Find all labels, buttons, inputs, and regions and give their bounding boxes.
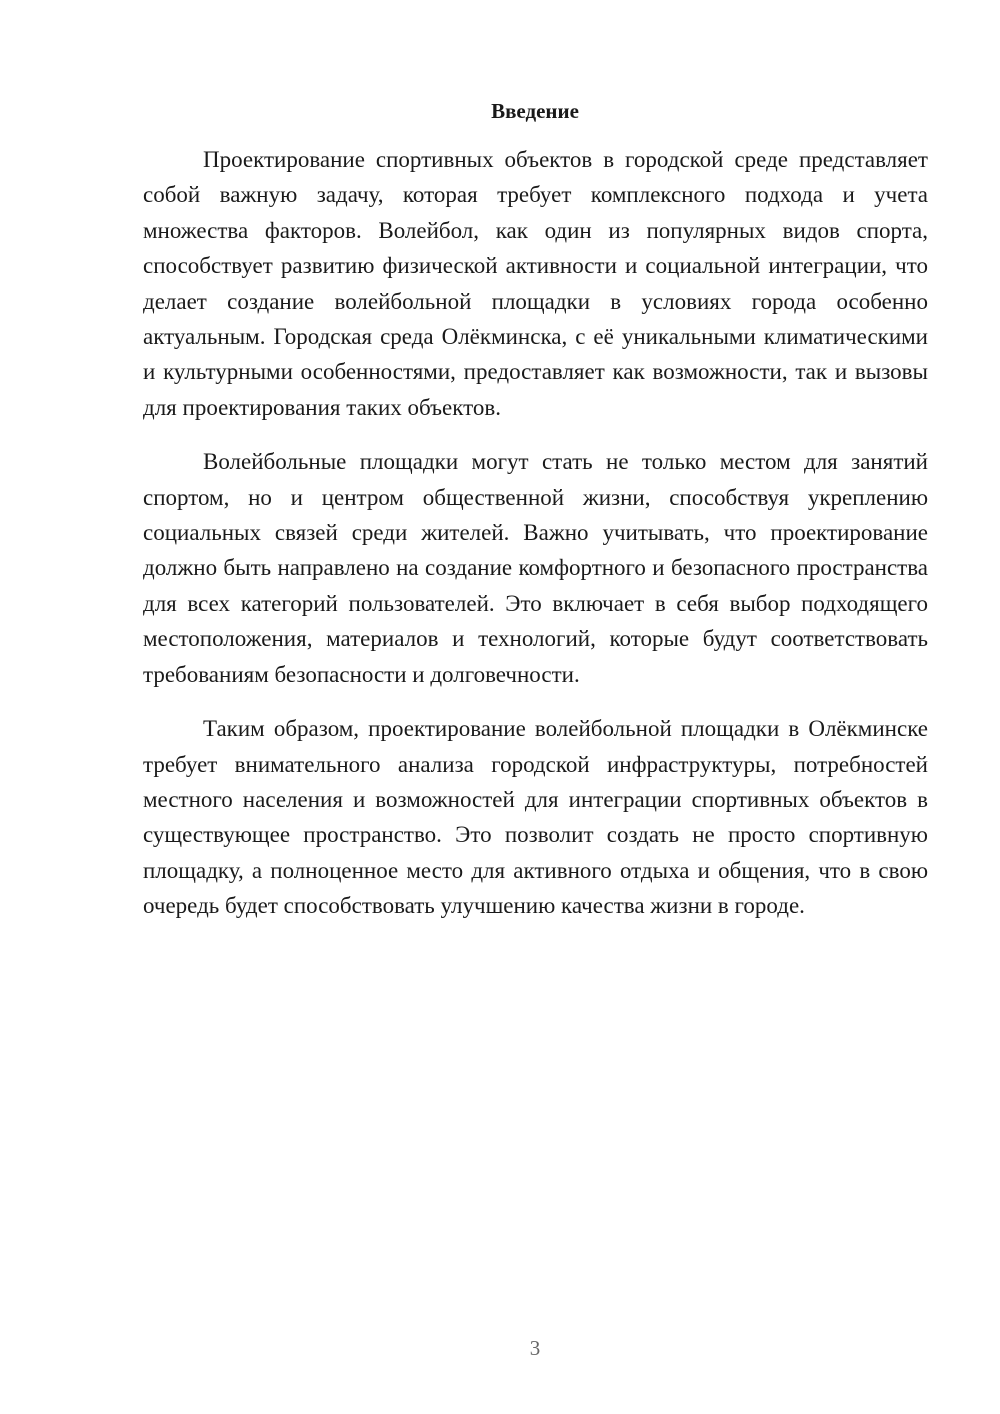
body-text [143,142,928,943]
section-heading: Введение [491,99,579,123]
paragraph-1: Проектирование спортивных объектов в городской среде представляет собой важную задачу, которая требует комплексного подхода и учета множества факторов. Волейбол, как один из популярных видов спорта, способствует развитию физической активности и социальной интеграции, что делает создание волейбольной площадки в условиях города особенно актуальным. Городская среда Олёкминска, с её уникальными климатическими и культурными особенностями, предоставляет как возможности, так и вызовы для проектирования таких объектов. [143,147,928,420]
page-number: 3 [529,1336,541,1360]
paragraph-2: Волейбольные площадки могут стать не только местом для занятий спортом, но и центром общественной жизни, способствуя укреплению социальных связей среди жителей. Важно учитывать, что проектирование должно быть направлено на создание комфортного и безопасного пространства для всех категорий пользователей. Это включает в себя выбор подходящего местоположения, материалов и технологий, которые будут соответствовать требованиям безопасности и долговечности. [143,449,928,687]
paragraph-3: Таким образом, проектирование волейбольной площадки в Олёкминске требует внимательного анализа городской инфраструктуры, потребностей местного населения и возможностей для интеграции спортивных объектов в существующее пространство. Это позволит создать не просто спортивную площадку, а полноценное место для активного отдыха и общения, что в свою очередь будет способствовать улучшению качества жизни в городе. [143,716,928,919]
